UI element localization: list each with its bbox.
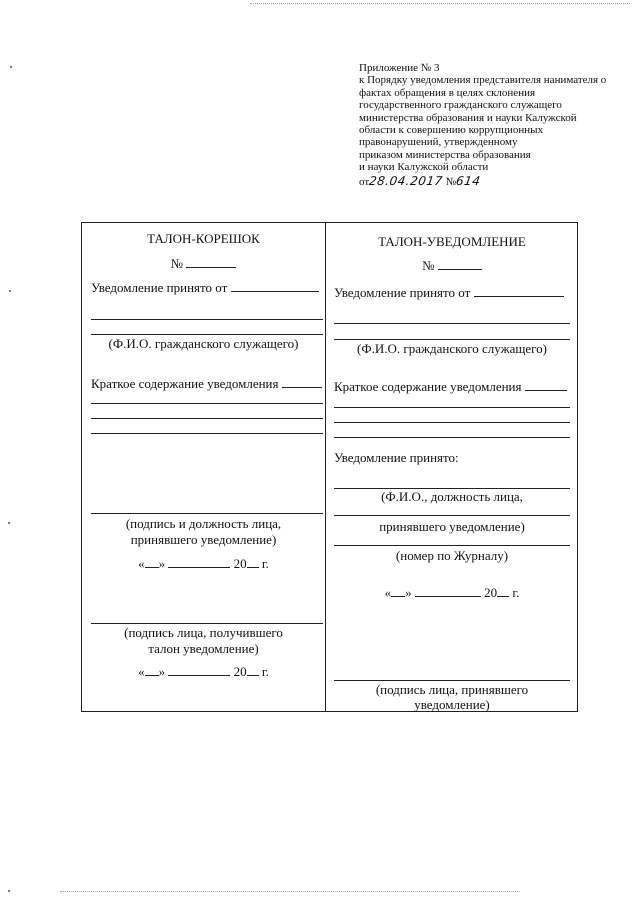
year-blank [247,556,259,568]
scan-speck [9,290,11,292]
stub-fio-caption: (Ф.И.О. гражданского служащего) [108,336,299,351]
stub-summary-line-1 [91,403,323,404]
stub-summary-line-3 [91,433,323,434]
notice-journal-caption: (номер по Журналу) [395,548,509,563]
notice-official-caption-1: (Ф.И.О., должность лица, [381,489,523,504]
date-quote-open: « [138,664,145,679]
notice-received-label: Уведомление принято от [334,285,471,300]
year-blank [247,664,259,676]
notice-signer-caption-2: уведомление) [414,697,490,712]
year-suffix: г. [512,585,520,600]
order-date-line [359,175,629,188]
notice-title: ТАЛОН-УВЕДОМЛЕНИЕ [378,234,526,249]
day-blank [145,664,159,676]
column-divider [325,223,326,711]
stub-received-label: Уведомление принято от [91,280,228,295]
appendix-line: Приложение № 3 [359,62,440,74]
appendix-line: правонарушений, утвержденному [359,136,518,149]
date-quote-close: » [158,556,166,571]
scan-speck [8,522,10,524]
notice-number-blank [438,258,482,270]
appendix-line: министерства образования и науки Калужской [359,111,577,124]
scan-edge-line-bottom [60,891,520,892]
year-suffix: г. [261,556,269,571]
scan-speck [10,66,12,68]
notice-summary-line-1 [334,407,570,408]
stub-received-blank [231,280,319,292]
month-blank [168,556,230,568]
notice-received-row [334,285,564,301]
notice-journal-line [334,545,570,546]
notice-summary-label: Краткое содержание уведомления [334,379,522,394]
appendix-line: и науки Калужской области [359,161,489,174]
notice-official-line-2 [334,515,570,516]
notice-date-row [326,585,578,601]
stub-signer-caption-1: (подпись и должность лица, [125,516,282,531]
appendix-line: фактах обращения в целях склонения [359,86,536,99]
appendix-line: приказом министерства образования [359,148,531,161]
stub-signer-line [91,513,323,514]
stub-receiver-caption-1: (подпись лица, получившего [124,625,283,640]
stub-signer-caption-2: принявшего уведомление) [130,532,277,547]
handwritten-number: 614 [455,173,482,188]
year-prefix: 20 [233,556,247,571]
scan-edge-line [250,3,630,4]
day-blank [391,585,405,597]
notice-summary-line-2 [334,422,570,423]
stub-date-row-2 [82,664,325,680]
notice-summary-blank [525,379,567,391]
appendix-line: области к совершению коррупционных [359,124,544,137]
notice-accepted-label: Уведомление принято: [334,450,459,465]
stub-number-row [82,256,325,272]
notice-summary-row [334,379,567,395]
date-quote-open: « [138,556,145,571]
handwritten-date: 28.04.2017 [368,173,444,188]
notice-fio-line-1 [334,323,570,324]
notice-signer-caption-1: (подпись лица, принявшего [375,682,529,697]
stub-receiver-line [91,623,323,624]
date-prefix: от [359,175,370,188]
date-quote-close: » [405,585,412,600]
notice-summary-line-3 [334,437,570,438]
date-quote-close: » [158,664,166,679]
notice-signer-line [334,680,570,681]
number-prefix: № [445,175,457,188]
stub-number-label: № [170,256,184,271]
coupon-form-table [81,222,578,712]
stub-summary-row [91,376,322,392]
notice-fio-line-2 [334,339,570,340]
scan-speck [8,890,10,892]
appendix-line: к Порядку уведомления представителя нанимателя о [359,74,607,87]
month-blank [415,585,481,597]
appendix-header [359,62,629,188]
notice-fio-caption: (Ф.И.О. гражданского служащего) [357,341,547,356]
stub-summary-line-2 [91,418,323,419]
stub-number-blank [186,256,236,268]
stub-summary-label: Краткое содержание уведомления [91,376,279,391]
stub-receiver-caption-2: талон уведомление) [148,641,259,656]
year-prefix: 20 [233,664,247,679]
date-quote-open: « [384,585,392,600]
stub-title: ТАЛОН-КОРЕШОК [147,231,260,246]
year-prefix: 20 [484,585,498,600]
stub-fio-line-2 [91,334,323,335]
month-blank [168,664,230,676]
day-blank [145,556,159,568]
stub-summary-blank [282,376,322,388]
year-suffix: г. [261,664,269,679]
year-blank [497,585,509,597]
stub-date-row-1 [82,556,325,572]
stub-fio-line-1 [91,319,323,320]
notice-number-label: № [422,258,435,273]
stub-received-row [91,280,319,296]
notice-official-caption-2: принявшего уведомление) [379,519,525,534]
notice-number-row [326,258,578,274]
appendix-line: государственного гражданского служащего [359,99,562,112]
notice-received-blank [474,285,564,297]
